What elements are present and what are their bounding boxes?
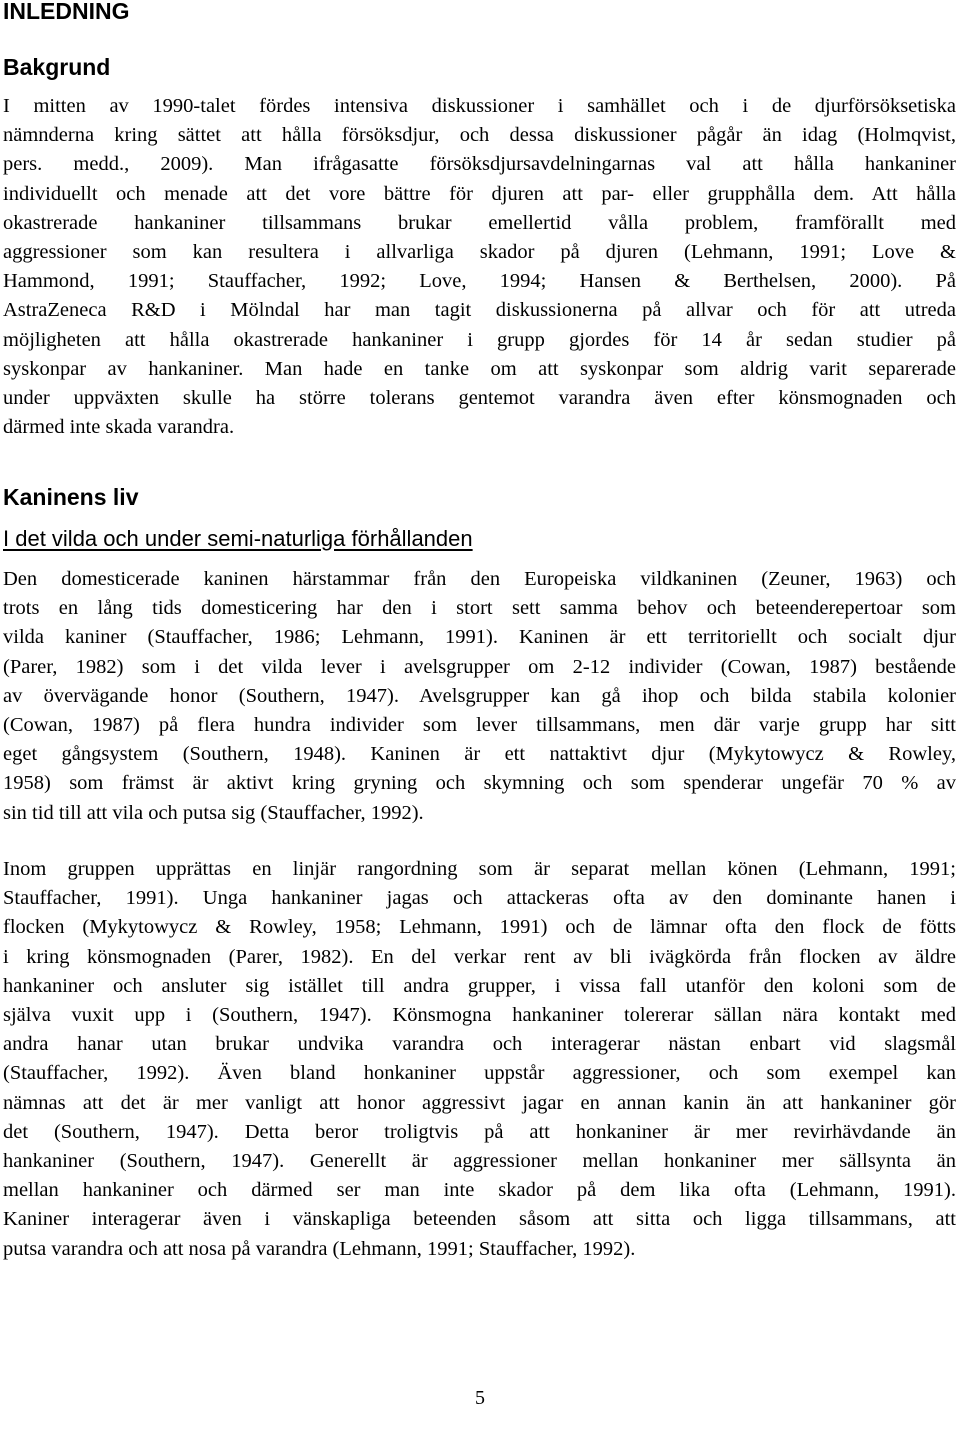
- paragraph-line: Den domesticerade kaninen härstammar från den Europeiska vildkaninen (Zeuner, 1963) och: [3, 568, 956, 590]
- section-heading-rabbit-life: Kaninens liv: [3, 484, 139, 510]
- paragraph-line: eget gångsystem (Southern, 1948). Kaninen är ett nattaktivt djur (Mykytowycz & Rowley,: [3, 743, 956, 766]
- paragraph-line: det (Southern, 1947). Detta beror troligtvis på att honkaniner är mer revirhävdande än: [3, 1120, 956, 1143]
- paragraph-line: hankaniner (Southern, 1947). Generellt är aggressioner mellan honkaniner mer sällsynta än: [3, 1150, 956, 1173]
- paragraph-line: under uppväxten skulle ha större tolerans gentemot varandra även efter könsmognaden och: [3, 387, 956, 410]
- paragraph-line: putsa varandra och att nosa på varandra (Lehmann, 1991; Stauffacher, 1992).: [3, 1237, 636, 1260]
- paragraph-line: AstraZeneca R&D i Mölndal har man tagit diskussionerna på allvar och för att utreda: [3, 299, 956, 322]
- paragraph-line: sin tid till att vila och putsa sig (Stauffacher, 1992).: [3, 801, 424, 824]
- paragraph-line: (Cowan, 1987) på flera hundra individer som lever tillsammans, men där varje grupp har sitt: [3, 714, 956, 737]
- paragraph-line: hankaniner och ansluter sig istället till andra grupper, i vissa fall utanför den koloni som de: [3, 974, 956, 997]
- background-paragraph: [3, 92, 956, 442]
- paragraph-line: därmed inte skada varandra.: [3, 416, 235, 439]
- paragraph-line: (Stauffacher, 1992). Även bland honkaniner uppstår aggressioner, och som exempel kan: [3, 1062, 956, 1085]
- section-heading-background: Bakgrund: [3, 54, 111, 80]
- paragraph-line: Stauffacher, 1991). Unga hankaniner jagas och attackeras ofta av den dominante hanen i: [3, 887, 956, 910]
- paragraph-line: andra hanar utan brukar undvika varandra och interagerar nästan enbart vid slagsmål: [3, 1033, 956, 1056]
- paragraph-line: aggressioner som kan resultera i allvarliga skador på djuren (Lehmann, 1991; Love &: [3, 241, 956, 264]
- page-number: 5: [475, 1387, 485, 1409]
- paragraph-line: av övervägande honor (Southern, 1947). Avelsgrupper kan gå ihop och bilda stabila kolonier: [3, 684, 956, 707]
- paragraph-line: vilda kaniner (Stauffacher, 1986; Lehmann, 1991). Kaninen är ett territoriellt och socialt djur: [3, 626, 956, 649]
- paragraph-line: nämnderna kring sättet att hålla försöksdjur, och dessa diskussioner pågår än idag (Holmqvist,: [3, 124, 956, 147]
- paragraph-line: nämnas att det är mer vanligt att honor aggressivt jagar en annan kanin än att hankaniner gör: [3, 1091, 956, 1114]
- paragraph-line: Hammond, 1991; Stauffacher, 1992; Love, 1994; Hansen & Berthelsen, 2000). På: [3, 270, 956, 293]
- paragraph-line: (Parer, 1982) som i det vilda lever i avelsgrupper om 2-12 individer (Cowan, 1987) bestående: [3, 655, 956, 678]
- paragraph-line: I mitten av 1990-talet fördes intensiva diskussioner i samhället och i de djurförsöksetiska: [3, 95, 956, 117]
- paragraph-line: själva vuxit upp i (Southern, 1947). Könsmogna hankaniner tolererar sällan nära kontakt med: [3, 1004, 956, 1027]
- paragraph-line: möjligheten att hålla okastrerade hankaniner i grupp gjordes för 14 år sedan studier på: [3, 328, 956, 351]
- paragraph-line: Kaniner interagerar även i vänskapliga beteenden såsom att sitta och ligga tillsammans, att: [3, 1208, 956, 1231]
- paragraph-line: flocken (Mykytowycz & Rowley, 1958; Lehmann, 1991) och de lämnar ofta den flock de fötts: [3, 916, 956, 939]
- paragraph-line: i kring könsmognaden (Parer, 1982). En del verkar rent av bli ivägkörda från flocken av äldre: [3, 945, 956, 968]
- paragraph-line: trots en lång tids domesticering har den i stort sett samma behov och beteenderepertoar som: [3, 597, 956, 620]
- paragraph-line: syskonpar av hankaniner. Man hade en tanke om att syskonpar som aldrig varit separerade: [3, 357, 956, 380]
- paragraph-line: Inom gruppen upprättas en linjär rangordning som är separat mellan könen (Lehmann, 1991;: [3, 858, 956, 880]
- paragraph-line: mellan hankaniner och därmed ser man inte skador på dem lika ofta (Lehmann, 1991).: [3, 1179, 956, 1202]
- subheading-wild: I det vilda och under semi-naturliga förhållanden: [3, 526, 473, 551]
- wild-paragraph-2: [3, 855, 956, 1264]
- paragraph-line: individuellt och menade att det vore bättre för djuren att par- eller grupphålla dem. Att hålla: [3, 182, 956, 205]
- paragraph-line: okastrerade hankaniner tillsammans brukar emellertid vålla problem, framförallt med: [3, 211, 956, 234]
- paragraph-line: 1958) som främst är aktivt kring gryning och skymning och som spenderar ungefär 70 % av: [3, 772, 956, 795]
- paragraph-line: pers. medd., 2009). Man ifrågasatte försöksdjursavdelningarnas val att hålla hankaniner: [3, 153, 956, 176]
- wild-paragraph-1: [3, 565, 956, 828]
- main-heading: INLEDNING: [3, 0, 130, 24]
